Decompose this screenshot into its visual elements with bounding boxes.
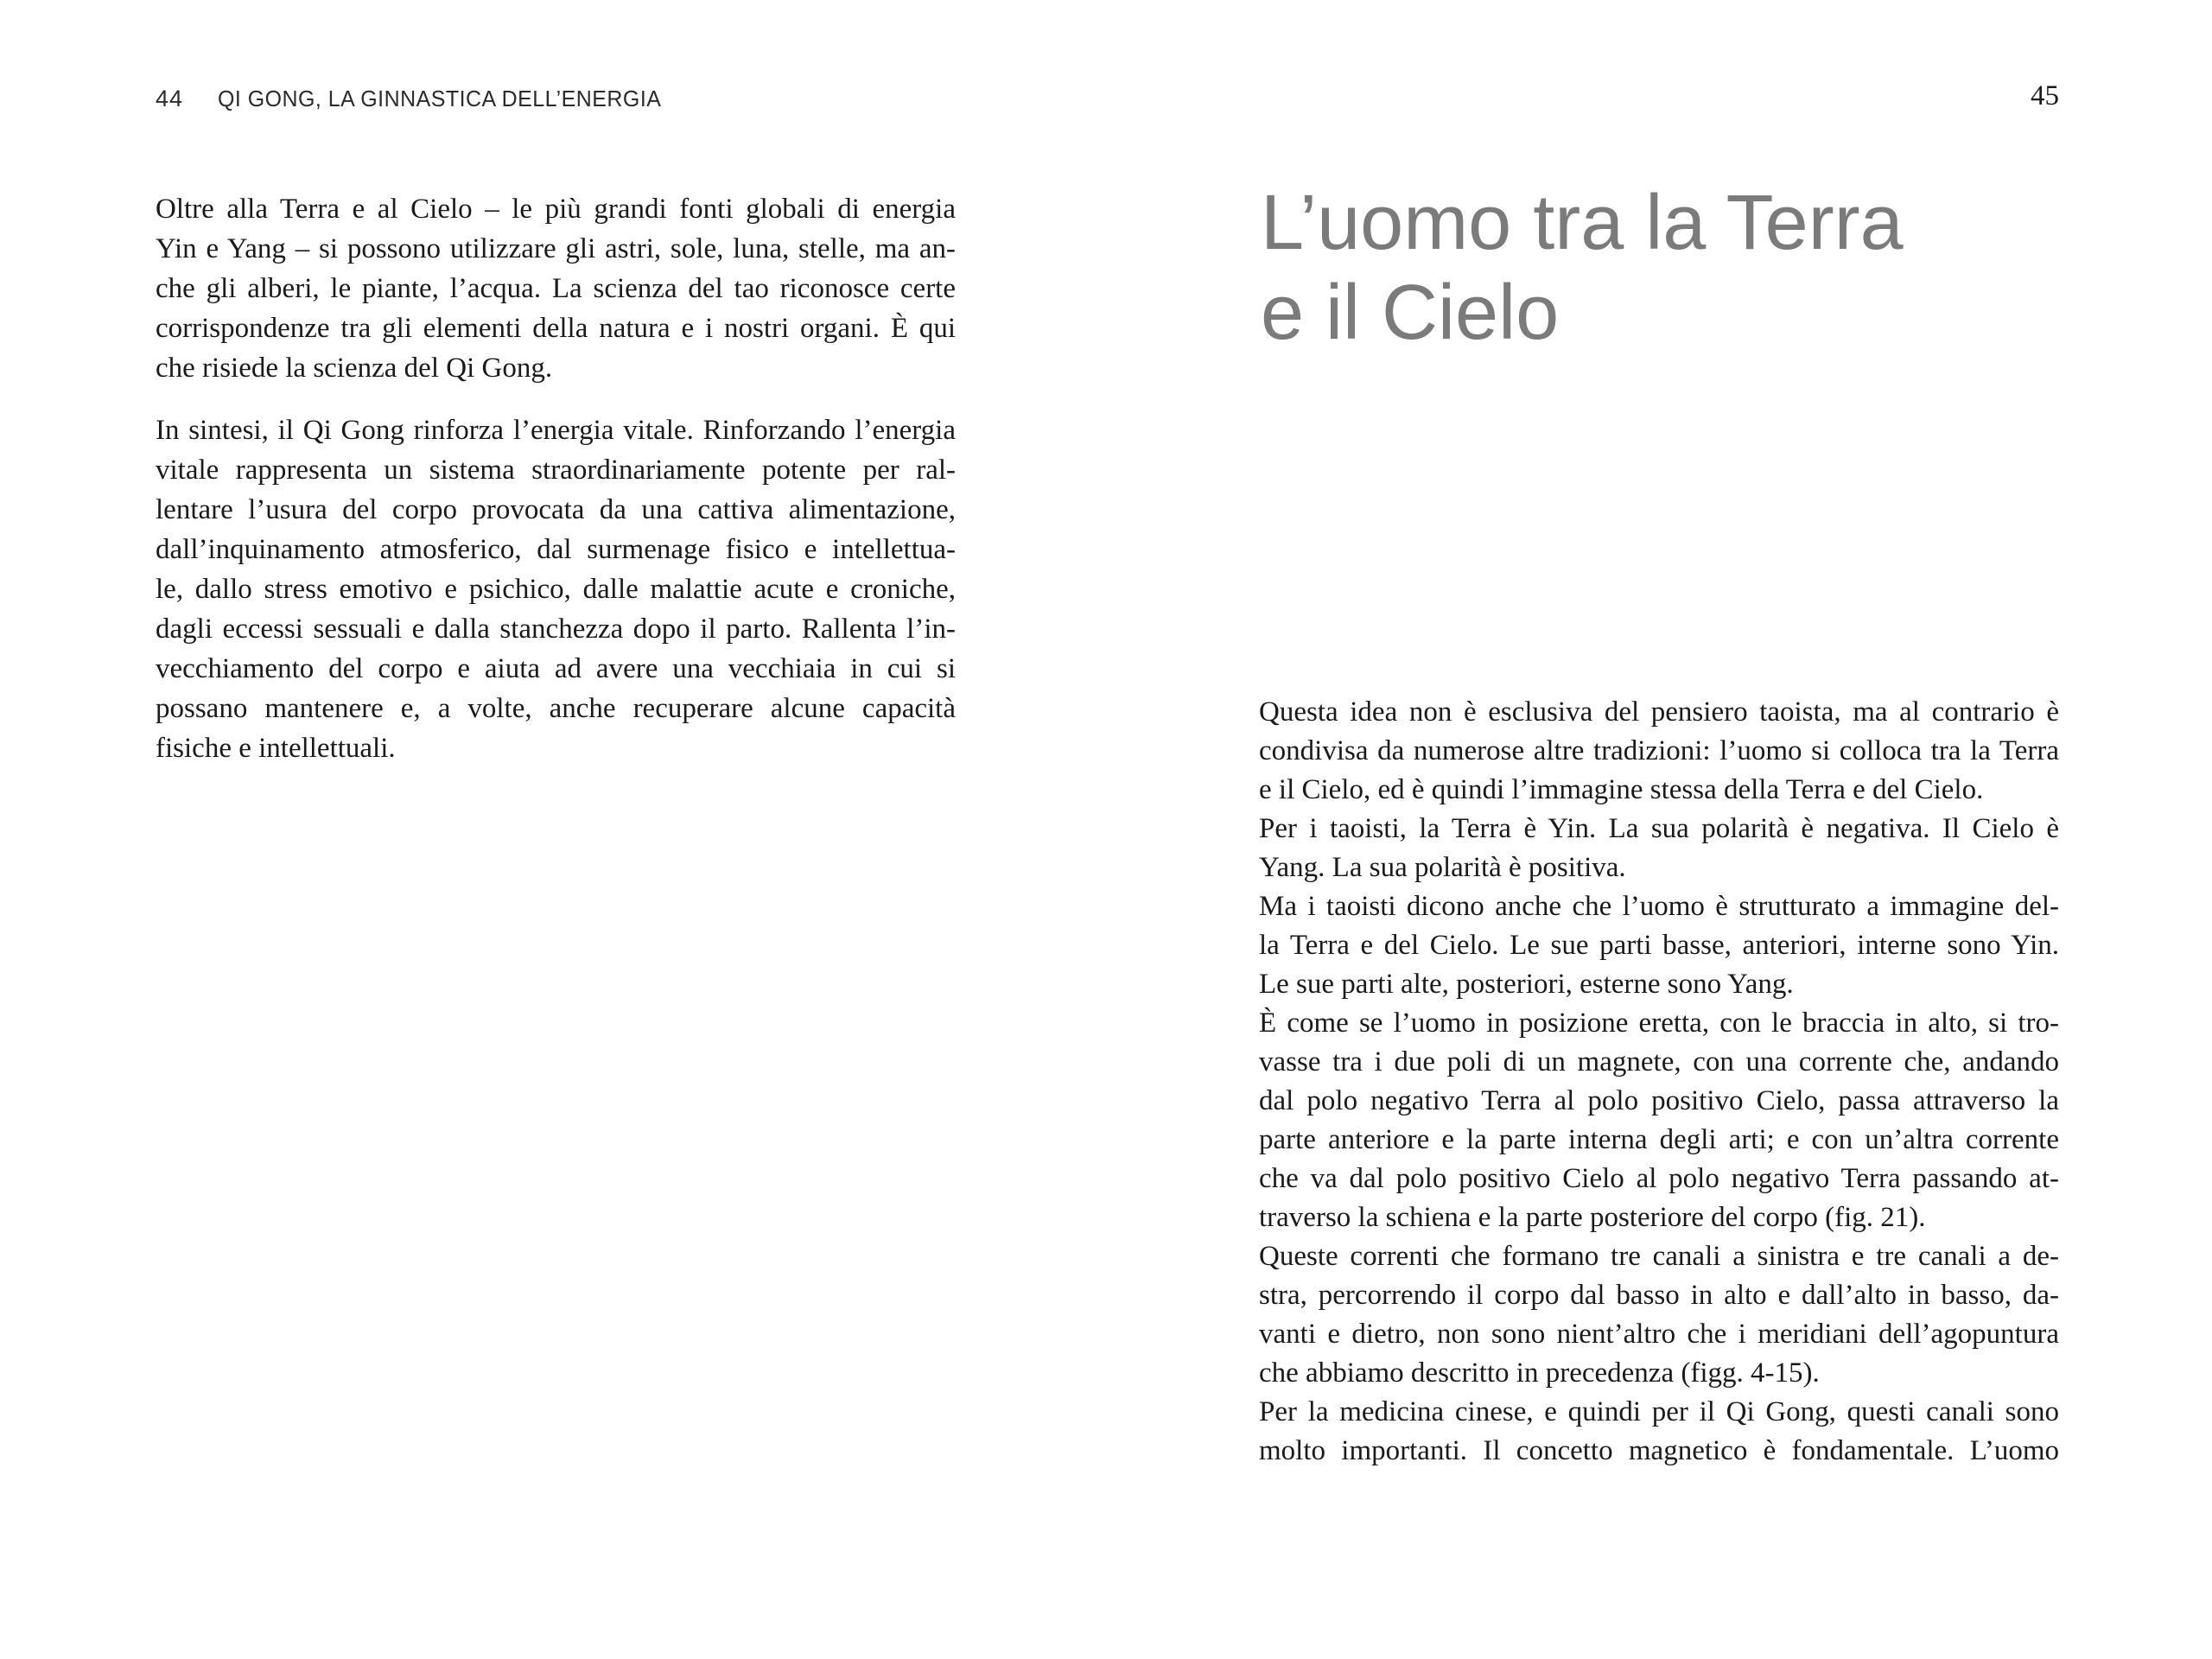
text-line: dal polo negativo Terra al polo positivo Cielo, passa attraverso la <box>1259 1085 2059 1116</box>
text-line: che gli alberi, le piante, l’acqua. La scienza del tao riconosce certe <box>156 273 956 304</box>
page-number-left: 44 <box>156 86 184 111</box>
text-line: vanti e dietro, non sono nient’altro che i meridiani dell’agopuntura <box>1259 1319 2059 1350</box>
paragraph <box>1259 1004 2059 1237</box>
text-line: le, dallo stress emotivo e psichico, dalle malattie acute e croniche, <box>156 574 956 605</box>
text-line: dall’inquinamento atmosferico, dal surmenage fisico e intellettua- <box>156 534 956 565</box>
chapter-title-line: e il Cielo <box>1261 270 1560 356</box>
text-line: Questa idea non è esclusiva del pensiero taoista, ma al contrario è <box>1259 696 2059 728</box>
paragraph <box>1259 887 2059 1004</box>
right-page-header <box>1259 80 2059 112</box>
text-line: Ma i taoisti dicono anche che l’uomo è strutturato a immagine del- <box>1259 891 2059 922</box>
left-page-body <box>156 189 956 768</box>
text-line: È come se l’uomo in posizione eretta, con le braccia in alto, si tro- <box>1259 1007 2059 1039</box>
text-line: Per la medicina cinese, e quindi per il Qi Gong, questi canali sono <box>1259 1396 2059 1427</box>
text-line: stra, percorrendo il corpo dal basso in alto e dall’alto in basso, da- <box>1259 1280 2059 1311</box>
chapter-title <box>1261 178 2133 358</box>
text-line: la Terra e del Cielo. Le sue parti basse, anteriori, interne sono Yin. <box>1259 930 2059 961</box>
text-line: e il Cielo, ed è quindi l’immagine stessa della Terra e del Cielo. <box>1259 774 1984 805</box>
paragraph <box>156 189 956 388</box>
text-line: che risiede la scienza del Qi Gong. <box>156 353 553 384</box>
text-line: fisiche e intellettuali. <box>156 733 396 764</box>
left-page-header <box>156 86 956 112</box>
paragraph <box>1259 1237 2059 1393</box>
text-line: condivisa da numerose altre tradizioni: l’uomo si colloca tra la Terra <box>1259 735 2059 766</box>
text-line: Yang. La sua polarità è positiva. <box>1259 852 1626 883</box>
running-title: QI GONG, LA GINNASTICA DELL’ENERGIA <box>218 86 662 111</box>
text-line: che abbiamo descritto in precedenza (figg. 4-15). <box>1259 1357 1820 1389</box>
text-line: Oltre alla Terra e al Cielo – le più grandi fonti globali di energia <box>156 194 956 225</box>
text-line: lentare l’usura del corpo provocata da una cattiva alimentazione, <box>156 494 956 525</box>
paragraph <box>156 410 956 768</box>
right-page-body <box>1259 693 2059 1471</box>
text-line: corrispondenze tra gli elementi della natura e i nostri organi. È qui <box>156 313 956 344</box>
text-line: parte anteriore e la parte interna degli arti; e con un’altra corrente <box>1259 1124 2059 1155</box>
text-line: dagli eccessi sessuali e dalla stanchezza dopo il parto. Rallenta l’in- <box>156 613 956 645</box>
paragraph <box>1259 810 2059 887</box>
text-line: possano mantenere e, a volte, anche recuperare alcune capacità <box>156 693 956 724</box>
text-line: Yin e Yang – si possono utilizzare gli astri, sole, luna, stelle, ma an- <box>156 233 956 264</box>
text-line: Per i taoisti, la Terra è Yin. La sua polarità è negativa. Il Cielo è <box>1259 813 2059 844</box>
chapter-title-line: L’uomo tra la Terra <box>1261 180 1904 266</box>
text-line: che va dal polo positivo Cielo al polo negativo Terra passando at- <box>1259 1163 2059 1194</box>
text-line: In sintesi, il Qi Gong rinforza l’energia vitale. Rinforzando l’energia <box>156 415 956 446</box>
text-line: molto importanti. Il concetto magnetico è fondamentale. L’uomo <box>1259 1435 2059 1466</box>
text-line: vitale rappresenta un sistema straordinariamente potente per ral- <box>156 454 956 486</box>
text-line: Queste correnti che formano tre canali a sinistra e tre canali a de- <box>1259 1241 2059 1272</box>
text-line: vasse tra i due poli di un magnete, con una corrente che, andando <box>1259 1046 2059 1077</box>
text-line: traverso la schiena e la parte posteriore del corpo (fig. 21). <box>1259 1202 1926 1233</box>
page-number-right: 45 <box>2031 80 2059 111</box>
text-line: Le sue parti alte, posteriori, esterne sono Yang. <box>1259 969 1794 1000</box>
paragraph <box>1259 693 2059 810</box>
text-line: vecchiamento del corpo e aiuta ad avere una vecchiaia in cui si <box>156 653 956 684</box>
paragraph <box>1259 1393 2059 1471</box>
